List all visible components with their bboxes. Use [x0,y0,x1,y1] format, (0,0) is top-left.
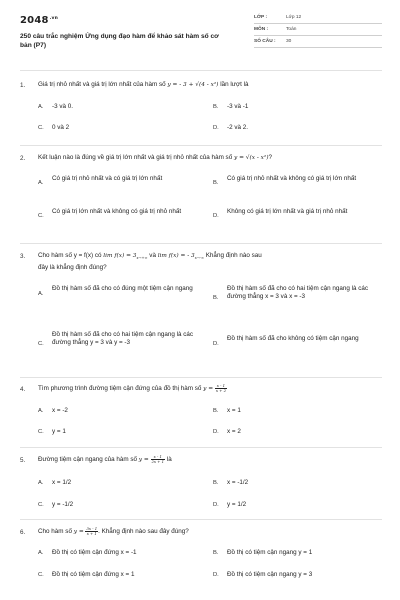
question-text [38,384,227,394]
divider [20,377,382,378]
question-3 [20,243,382,375]
question-text-part: Cho hàm số [38,528,72,536]
option-letter: B. [213,295,219,301]
option-text: x = 1 [227,407,241,414]
formula: y = - 3 + √(4 - x²) [167,82,219,88]
formula: y = [138,457,149,464]
fraction-numerator: x - 1 [151,455,166,460]
question-text-part: Khẳng định nào sau [205,252,262,259]
fraction [85,527,98,536]
divider [20,243,382,244]
option-text: Đồ thị hàm số đã cho có hai tiệm cận ngang là các đường thẳng y = 3 và y = -3 [52,331,194,346]
option-letter: A. [38,104,44,110]
option-text: Đồ thị có tiệm cận đứng x = 1 [52,571,135,578]
option-text: -3 và -1 [227,103,249,110]
question-text-part: Tìm phương trình đường tiệm cận đứng của đồ thị hàm số [38,385,202,393]
logo-text: 2048 [20,15,49,26]
meta-value: Toán [286,27,297,32]
question-text [38,455,172,465]
divider [20,447,382,448]
option-letter: B. [213,104,219,110]
option-text: Có giá trị lớn nhất và không có giá trị nhỏ nhất [52,208,182,215]
question-number: 4. [20,386,26,393]
option-letter: D. [213,213,219,219]
question-2 [20,145,382,240]
site-logo[interactable] [20,15,58,26]
question-text-part: Kết luận nào là đúng về giá trị lớn nhất và giá trị nhỏ nhất của hàm số [38,154,233,161]
option-letter: B. [213,480,219,486]
meta-row-class [254,12,382,24]
meta-value: Lớp 12 [286,15,302,20]
meta-value: 30 [286,39,292,44]
question-text-part: Cho hàm số y = f(x) có [38,252,102,259]
option-text: -3 và 0. [52,103,73,110]
meta-key: LỚP : [254,15,268,20]
option-text: -2 và 2. [227,124,248,131]
option-letter: C. [38,213,44,219]
question-number: 2. [20,155,26,162]
question-number: 1. [20,82,26,89]
limit-subscript: x→-∞ [194,256,204,261]
divider [20,70,382,71]
option-letter: B. [213,180,219,186]
option-text: x = -2 [52,407,68,414]
question-text-part: và [149,252,156,259]
formula: lim f(x) = - 3 [157,253,195,259]
option-text: y = 1 [52,428,66,435]
question-text-part: đây là khẳng định đúng? [38,264,107,272]
option-text: Đồ thị có tiệm cận đứng x = -1 [52,549,137,556]
formula: y = [73,529,84,536]
formula-limit-1 [103,253,147,259]
divider [20,519,382,520]
option-letter: C. [38,572,44,578]
option-text: Có giá trị nhỏ nhất và có giá trị lớn nhất [52,175,163,182]
question-4 [20,377,382,445]
bottom-fade [20,590,382,600]
option-letter: B. [213,550,219,556]
option-letter: D. [213,502,219,508]
option-letter: D. [213,125,219,131]
option-letter: A. [38,180,44,186]
option-letter: D. [213,429,219,435]
option-letter: C. [38,429,44,435]
option-text: 0 và 2 [52,124,70,131]
option-text: Không có giá trị lớn nhất và giá trị nhỏ nhất [227,208,348,215]
meta-row-subject [254,24,382,36]
option-letter: A. [38,480,44,486]
divider [20,145,382,146]
formula: y = √(x - x²) [233,155,269,161]
option-text: Đồ thị hàm số đã cho có đúng một tiệm cận ngang [52,285,193,292]
question-6 [20,519,382,589]
question-number: 5. [20,457,26,464]
logo-suffix: .vn [49,15,59,21]
question-text-part: Đường tiệm cận ngang của hàm số [38,456,138,464]
fraction [151,455,166,464]
meta-key: MÔN : [254,27,269,32]
question-text-part: lần lượt là [220,81,249,88]
option-text: x = 2 [227,428,241,435]
question-text [38,80,248,90]
option-text: Đồ thị hàm số đã cho có hai tiệm cận ngang là các đường thẳng x = 3 và x = -3 [227,285,369,300]
question-text [38,251,378,272]
option-text: x = -1/2 [227,479,249,486]
page-header [20,12,382,56]
option-text: Đồ thị có tiệm cận ngang y = 3 [227,571,313,578]
fraction-numerator: x - 1 [216,383,226,388]
option-letter: A. [38,408,44,414]
question-text-part: ? [268,154,273,161]
question-number: 6. [20,529,26,536]
document-title: 250 câu trắc nghiệm Ứng dụng đạo hàm để khảo sát hàm số cơ bản (P7) [20,33,219,49]
option-letter: D. [213,341,219,347]
fraction-denominator: x + 1 [86,531,97,536]
limit-subscript: x→+∞ [136,256,148,261]
formula-limit-2 [158,253,204,259]
meta-table [254,12,382,48]
option-letter: C. [38,125,44,131]
option-text: Đồ thị có tiệm cận ngang y = 1 [227,549,313,556]
option-text: x = 1/2 [52,479,72,486]
question-text [38,527,189,537]
meta-key: SỐ CÂU : [254,39,276,44]
option-text: y = 1/2 [227,501,247,508]
fraction [215,384,227,393]
fraction-numerator: 3x - 1 [86,526,98,531]
option-text: Có giá trị nhỏ nhất và không có giá trị lớn nhất [227,175,357,182]
question-1 [20,70,382,142]
question-text-part: là [166,456,172,464]
question-5 [20,447,382,517]
option-letter: A. [38,291,44,297]
option-text: Đồ thị hàm số đã cho không có tiệm cận ngang [227,335,359,342]
fraction-denominator: 2x + 1 [151,459,165,464]
question-text-part: . Khẳng định nào sau đây đúng? [98,528,189,536]
option-letter: D. [213,572,219,578]
question-number: 3. [20,253,26,260]
question-text [38,153,272,163]
fraction-denominator: x + 2 [215,388,227,393]
option-letter: B. [213,408,219,414]
option-letter: C. [38,341,44,347]
option-letter: C. [38,502,44,508]
question-text-part: Giá trị nhỏ nhất và giá trị lớn nhất của hàm số [38,81,166,88]
formula: y = [203,386,214,393]
formula: lim f(x) = 3 [103,253,137,259]
meta-row-count [254,36,382,48]
option-text: y = -1/2 [52,501,74,508]
option-letter: A. [38,550,44,556]
